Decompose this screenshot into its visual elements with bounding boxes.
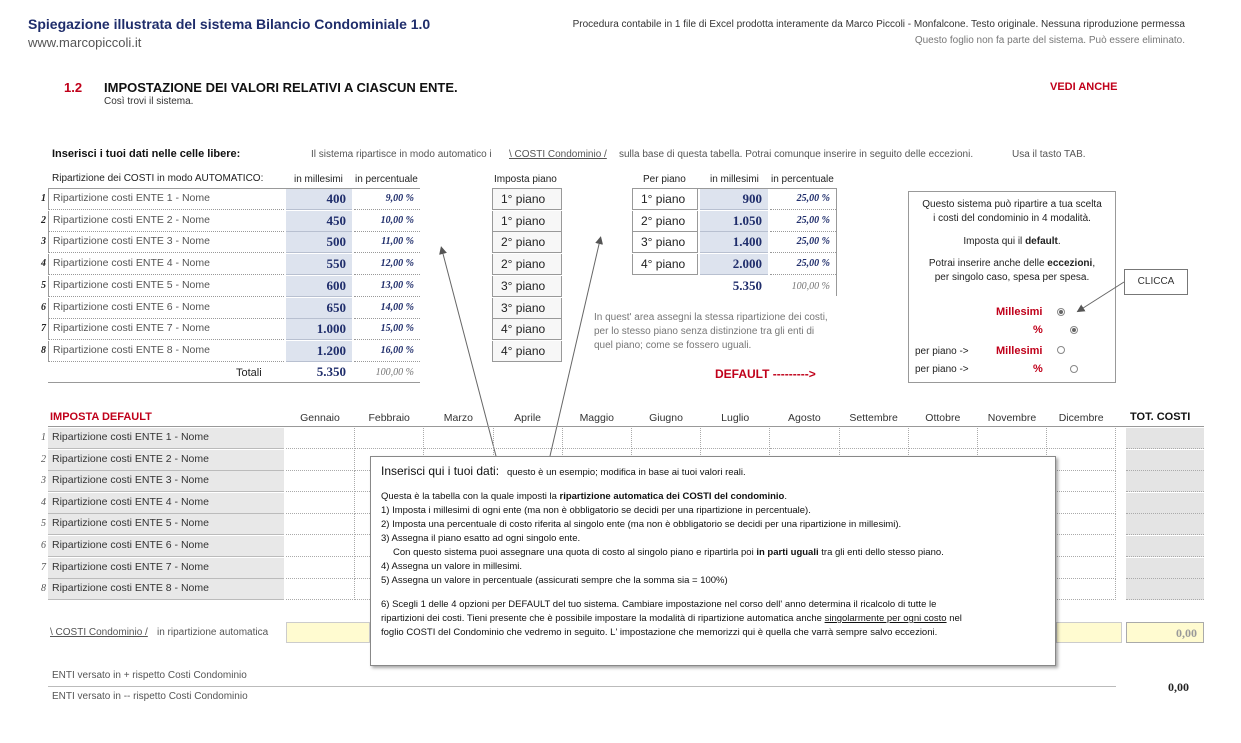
default-row-number: 5 bbox=[41, 518, 46, 530]
imposta-piano-field[interactable]: 2° piano bbox=[492, 254, 562, 275]
default-table-top-border bbox=[48, 426, 1204, 427]
tot-costi-cell bbox=[1126, 471, 1204, 492]
percentuale-field[interactable]: 10,00 % bbox=[354, 211, 420, 232]
millesimi-field[interactable]: 500 bbox=[286, 232, 352, 253]
pp-total-millesimi: 5.350 bbox=[732, 278, 762, 293]
popup-l6b: ripartizioni dei costi. Tieni presente che è possibile impostare la modalità di ripartizione automatica anche singolarmente per ogni costo nel bbox=[381, 613, 962, 624]
costi-automatic-text: in ripartizione automatica bbox=[157, 627, 269, 638]
default-row-number: 3 bbox=[41, 475, 46, 487]
intro-text-after: sulla base di questa tabella. Potrai comunque inserire in seguito delle eccezioni. bbox=[619, 149, 974, 160]
popup-l2: 2) Imposta una percentuale di costo riferita al singolo ente (ma non è obbligatorio se decidi per una ripartizione in millesimi). bbox=[381, 519, 902, 530]
millesimi-field[interactable]: 550 bbox=[286, 254, 352, 275]
month-header: Maggio bbox=[579, 412, 615, 424]
imposta-piano-field[interactable]: 4° piano bbox=[492, 319, 562, 340]
row-number: 4 bbox=[41, 258, 46, 270]
instructions-popup bbox=[370, 456, 1056, 666]
month-header: Febbraio bbox=[368, 412, 410, 424]
popup-l6a: 6) Scegli 1 delle 4 opzioni per DEFAULT del tuo sistema. Cambiare impostazione nel corso dell' anno determina il ricalcolo di tutte le bbox=[381, 599, 937, 610]
month-header: Giugno bbox=[649, 412, 683, 424]
default-ente-name: Ripartizione costi ENTE 7 - Nome bbox=[48, 558, 284, 579]
month-cell[interactable] bbox=[632, 428, 701, 449]
section-title: IMPOSTAZIONE DEI VALORI RELATIVI A CIASCUN ENTE. bbox=[104, 80, 458, 95]
versato-divider bbox=[48, 686, 1116, 687]
pp-total-percentuale: 100,00 % bbox=[791, 281, 830, 292]
default-ente-name: Ripartizione costi ENTE 2 - Nome bbox=[48, 450, 284, 471]
month-header: Luglio bbox=[721, 412, 750, 424]
row-number: 7 bbox=[41, 323, 46, 335]
month-header: Aprile bbox=[514, 412, 542, 424]
per-piano-millesimi[interactable]: 900 bbox=[700, 189, 768, 210]
col-per-piano: Per piano bbox=[643, 174, 686, 185]
month-cell[interactable] bbox=[909, 428, 978, 449]
month-cell[interactable] bbox=[978, 428, 1047, 449]
per-piano-percentuale[interactable]: 25,00 % bbox=[770, 254, 836, 275]
imposta-piano-field[interactable]: 2° piano bbox=[492, 232, 562, 253]
month-cell[interactable] bbox=[1047, 471, 1116, 492]
millesimi-field[interactable]: 650 bbox=[286, 298, 352, 319]
default-row-number: 1 bbox=[41, 432, 46, 443]
per-piano-percentuale[interactable]: 25,00 % bbox=[770, 232, 836, 253]
row-number: 5 bbox=[41, 279, 46, 291]
arrow-to-radio bbox=[1080, 282, 1124, 310]
per-piano-millesimi[interactable]: 1.050 bbox=[700, 211, 768, 232]
popup-heading: Inserisci qui i tuoi dati: bbox=[381, 464, 500, 478]
row-number: 3 bbox=[41, 236, 46, 248]
month-cell[interactable] bbox=[286, 428, 355, 449]
row-number: 2 bbox=[41, 214, 46, 226]
per-piano-label: 1° piano bbox=[632, 189, 698, 210]
popup-l1: 1) Imposta i millesimi di ogni ente (ma non è obbligatorio se decidi per una ripartizione in percentuale). bbox=[381, 505, 811, 516]
tot-costi-cell bbox=[1126, 536, 1204, 557]
month-cell[interactable] bbox=[563, 428, 632, 449]
default-ente-name: Ripartizione costi ENTE 3 - Nome bbox=[48, 471, 284, 492]
costi-cell-dec bbox=[1056, 622, 1122, 643]
col-pp-percentuale: in percentuale bbox=[771, 174, 834, 185]
costi-cell bbox=[286, 622, 370, 643]
default-ente-name: Ripartizione costi ENTE 4 - Nome bbox=[48, 493, 284, 514]
default-row-number: 2 bbox=[41, 453, 46, 465]
versato-plus: ENTI versato in + rispetto Costi Condominio bbox=[52, 670, 247, 681]
opt-piano-millesimi-label: Millesimi bbox=[996, 345, 1043, 357]
millesimi-field[interactable]: 450 bbox=[286, 211, 352, 232]
month-cell[interactable] bbox=[286, 558, 355, 579]
per-piano-label: 2° piano bbox=[632, 211, 698, 232]
month-cell[interactable] bbox=[286, 579, 355, 600]
ente-name-field[interactable]: Ripartizione costi ENTE 8 - Nome bbox=[48, 341, 284, 362]
opt4-prefix: per piano -> bbox=[915, 364, 969, 375]
options-line5: per singolo caso, spesa per spesa. bbox=[934, 272, 1090, 283]
tot-costi-cell bbox=[1126, 428, 1204, 449]
opt-millesimi-label: Millesimi bbox=[996, 306, 1043, 318]
default-ente-name: Ripartizione costi ENTE 8 - Nome bbox=[48, 579, 284, 600]
percentuale-field[interactable]: 11,00 % bbox=[354, 232, 420, 253]
totals-label: Totali bbox=[236, 367, 262, 379]
col-millesimi: in millesimi bbox=[294, 174, 343, 185]
default-arrow-label: DEFAULT ---------> bbox=[715, 367, 816, 381]
month-header: Dicembre bbox=[1058, 412, 1104, 424]
tot-costi-header: TOT. COSTI bbox=[1130, 411, 1191, 423]
ente-name-field[interactable]: Ripartizione costi ENTE 4 - Nome bbox=[48, 254, 284, 275]
month-cell[interactable] bbox=[286, 450, 355, 471]
ente-name-field[interactable]: Ripartizione costi ENTE 3 - Nome bbox=[48, 232, 284, 253]
options-line1: Questo sistema può ripartire a tua scelta bbox=[922, 199, 1102, 210]
month-header: Marzo bbox=[443, 412, 473, 424]
millesimi-field[interactable]: 1.200 bbox=[286, 341, 352, 362]
ente-name-field[interactable]: Ripartizione costi ENTE 5 - Nome bbox=[48, 276, 284, 297]
imposta-piano-field[interactable]: 3° piano bbox=[492, 298, 562, 319]
clicca-callout: CLICCA bbox=[1124, 269, 1188, 295]
tot-costi-cell bbox=[1126, 493, 1204, 514]
costi-condominio-link[interactable]: \ COSTI Condominio / bbox=[509, 149, 607, 160]
sheet-note: Questo foglio non fa parte del sistema. Può essere eliminato. bbox=[914, 35, 1185, 46]
percentuale-field[interactable]: 9,00 % bbox=[354, 189, 420, 210]
auto-header-label: Ripartizione dei COSTI in modo AUTOMATICO: bbox=[52, 173, 264, 184]
month-header: Ottobre bbox=[925, 412, 961, 424]
month-cell[interactable] bbox=[355, 428, 424, 449]
millesimi-field[interactable]: 400 bbox=[286, 189, 352, 210]
popup-l4: 4) Assegna un valore in millesimi. bbox=[381, 561, 522, 572]
col-imposta-piano: Imposta piano bbox=[494, 174, 557, 185]
per-piano-percentuale[interactable]: 25,00 % bbox=[770, 189, 836, 210]
imposta-piano-field[interactable]: 3° piano bbox=[492, 276, 562, 297]
imposta-piano-field[interactable]: 1° piano bbox=[492, 211, 562, 232]
default-row-number: 7 bbox=[41, 561, 46, 573]
total-percentuale: 100,00 % bbox=[375, 367, 414, 378]
per-piano-percentuale[interactable]: 25,00 % bbox=[770, 211, 836, 232]
default-ente-name: Ripartizione costi ENTE 6 - Nome bbox=[48, 536, 284, 557]
month-header: Gennaio bbox=[300, 412, 340, 424]
percentuale-field[interactable]: 13,00 % bbox=[354, 276, 420, 297]
intro-label: Inserisci i tuoi dati nelle celle libere: bbox=[52, 148, 241, 160]
tab-hint: Usa il tasto TAB. bbox=[1012, 149, 1086, 160]
opt3-prefix: per piano -> bbox=[915, 346, 969, 357]
month-cell[interactable] bbox=[1047, 493, 1116, 514]
procedure-note: Procedura contabile in 1 file di Excel prodotta interamente da Marco Piccoli - Monfalcone. Testo originale. Nessuna riproduzione permessa bbox=[572, 19, 1185, 30]
versato-total: 0,00 bbox=[1168, 680, 1189, 694]
millesimi-field[interactable]: 600 bbox=[286, 276, 352, 297]
popup-p1: Questa è la tabella con la quale imposti la ripartizione automatica dei COSTI del condominio. bbox=[381, 491, 788, 502]
per-piano-millesimi[interactable]: 1.400 bbox=[700, 232, 768, 253]
default-row-number: 6 bbox=[41, 540, 46, 551]
default-row-number: 8 bbox=[41, 583, 46, 595]
tot-costi-cell bbox=[1126, 450, 1204, 471]
opt-piano-percent-label: % bbox=[1033, 363, 1043, 375]
percentuale-field[interactable]: 12,00 % bbox=[354, 254, 420, 275]
ente-name-field[interactable]: Ripartizione costi ENTE 2 - Nome bbox=[48, 211, 284, 232]
per-piano-note: In quest' area assegni la stessa ripartizione dei costi, per lo stesso piano senza distinzione tra gli enti di quel piano; come se fossero uguali. bbox=[594, 312, 828, 351]
intro-text-before: Il sistema ripartisce in modo automatico i bbox=[311, 149, 492, 160]
section-subtitle: Così trovi il sistema. bbox=[104, 96, 194, 107]
document-title: Spiegazione illustrata del sistema Bilancio Condominiale 1.0 bbox=[28, 16, 431, 32]
month-cell[interactable] bbox=[840, 428, 909, 449]
popup-heading-note: questo è un esempio; modifica in base ai tuoi valori reali. bbox=[506, 467, 746, 478]
percentuale-field[interactable]: 15,00 % bbox=[354, 319, 420, 340]
month-cell[interactable] bbox=[286, 514, 355, 535]
costi-total: 0,00 bbox=[1126, 622, 1204, 643]
imposta-piano-field[interactable]: 1° piano bbox=[492, 189, 562, 210]
month-cell[interactable] bbox=[770, 428, 839, 449]
month-cell[interactable] bbox=[701, 428, 770, 449]
site-link[interactable]: www.marcopiccoli.it bbox=[28, 35, 142, 50]
month-cell[interactable] bbox=[1047, 579, 1116, 600]
ente-name-field[interactable]: Ripartizione costi ENTE 7 - Nome bbox=[48, 319, 284, 340]
popup-l3b: Con questo sistema puoi assegnare una quota di costo al singolo piano e ripartirla poi in parti uguali tra gli enti dello stesso piano. bbox=[393, 547, 944, 558]
popup-l5: 5) Assegna un valore in percentuale (assicurati sempre che la somma sia = 100%) bbox=[381, 575, 728, 586]
millesimi-field[interactable]: 1.000 bbox=[286, 319, 352, 340]
options-line2: i costi del condominio in 4 modalità. bbox=[933, 213, 1091, 224]
section-number: 1.2 bbox=[64, 80, 83, 95]
options-line3: Imposta qui il default. bbox=[963, 236, 1061, 247]
month-header: Novembre bbox=[987, 412, 1037, 424]
month-cell[interactable] bbox=[286, 471, 355, 492]
tot-costi-cell bbox=[1126, 558, 1204, 579]
total-millesimi: 5.350 bbox=[316, 364, 346, 379]
month-cell[interactable] bbox=[286, 493, 355, 514]
default-ente-name: Ripartizione costi ENTE 1 - Nome bbox=[48, 428, 284, 449]
per-piano-label: 3° piano bbox=[632, 232, 698, 253]
tot-costi-cell bbox=[1126, 514, 1204, 535]
per-piano-label: 4° piano bbox=[632, 254, 698, 275]
month-cell[interactable] bbox=[1047, 558, 1116, 579]
default-ente-name: Ripartizione costi ENTE 5 - Nome bbox=[48, 514, 284, 535]
month-header: Settembre bbox=[849, 412, 898, 424]
ente-name-field[interactable]: Ripartizione costi ENTE 6 - Nome bbox=[48, 298, 284, 319]
options-line4: Potrai inserire anche delle eccezioni, bbox=[928, 258, 1096, 269]
month-cell[interactable] bbox=[494, 428, 563, 449]
month-cell[interactable] bbox=[1047, 428, 1116, 449]
month-cell[interactable] bbox=[1047, 450, 1116, 471]
see-also-link[interactable]: VEDI ANCHE bbox=[1050, 81, 1118, 93]
row-number: 6 bbox=[41, 301, 46, 313]
percentuale-field[interactable]: 14,00 % bbox=[354, 298, 420, 319]
month-header: Agosto bbox=[788, 412, 821, 424]
popup-l3: 3) Assegna il piano esatto ad ogni singolo ente. bbox=[381, 533, 581, 544]
month-cell[interactable] bbox=[424, 428, 493, 449]
month-cell[interactable] bbox=[1047, 536, 1116, 557]
default-row-number: 4 bbox=[41, 496, 46, 508]
versato-minus: ENTI versato in -- rispetto Costi Condominio bbox=[52, 691, 248, 702]
tot-costi-cell bbox=[1126, 579, 1204, 600]
col-percentuale: in percentuale bbox=[355, 174, 418, 185]
popup-l6c: foglio COSTI del Condominio che vedremo in seguito. L' impostazione che memorizzi qui è quella che varrà sempre salvo eccezioni. bbox=[381, 627, 938, 638]
imposta-piano-field[interactable]: 4° piano bbox=[492, 341, 562, 362]
opt-percent-label: % bbox=[1033, 324, 1043, 336]
default-table-title: IMPOSTA DEFAULT bbox=[50, 411, 152, 423]
row-number: 8 bbox=[41, 344, 46, 356]
month-cell[interactable] bbox=[286, 536, 355, 557]
month-cell[interactable] bbox=[1047, 514, 1116, 535]
row-number: 1 bbox=[41, 193, 46, 204]
ente-name-field[interactable]: Ripartizione costi ENTE 1 - Nome bbox=[48, 189, 284, 210]
col-pp-millesimi: in millesimi bbox=[710, 174, 759, 185]
costi-condominio-link-2[interactable]: \ COSTI Condominio / bbox=[50, 627, 148, 638]
per-piano-millesimi[interactable]: 2.000 bbox=[700, 254, 768, 275]
percentuale-field[interactable]: 16,00 % bbox=[354, 341, 420, 362]
